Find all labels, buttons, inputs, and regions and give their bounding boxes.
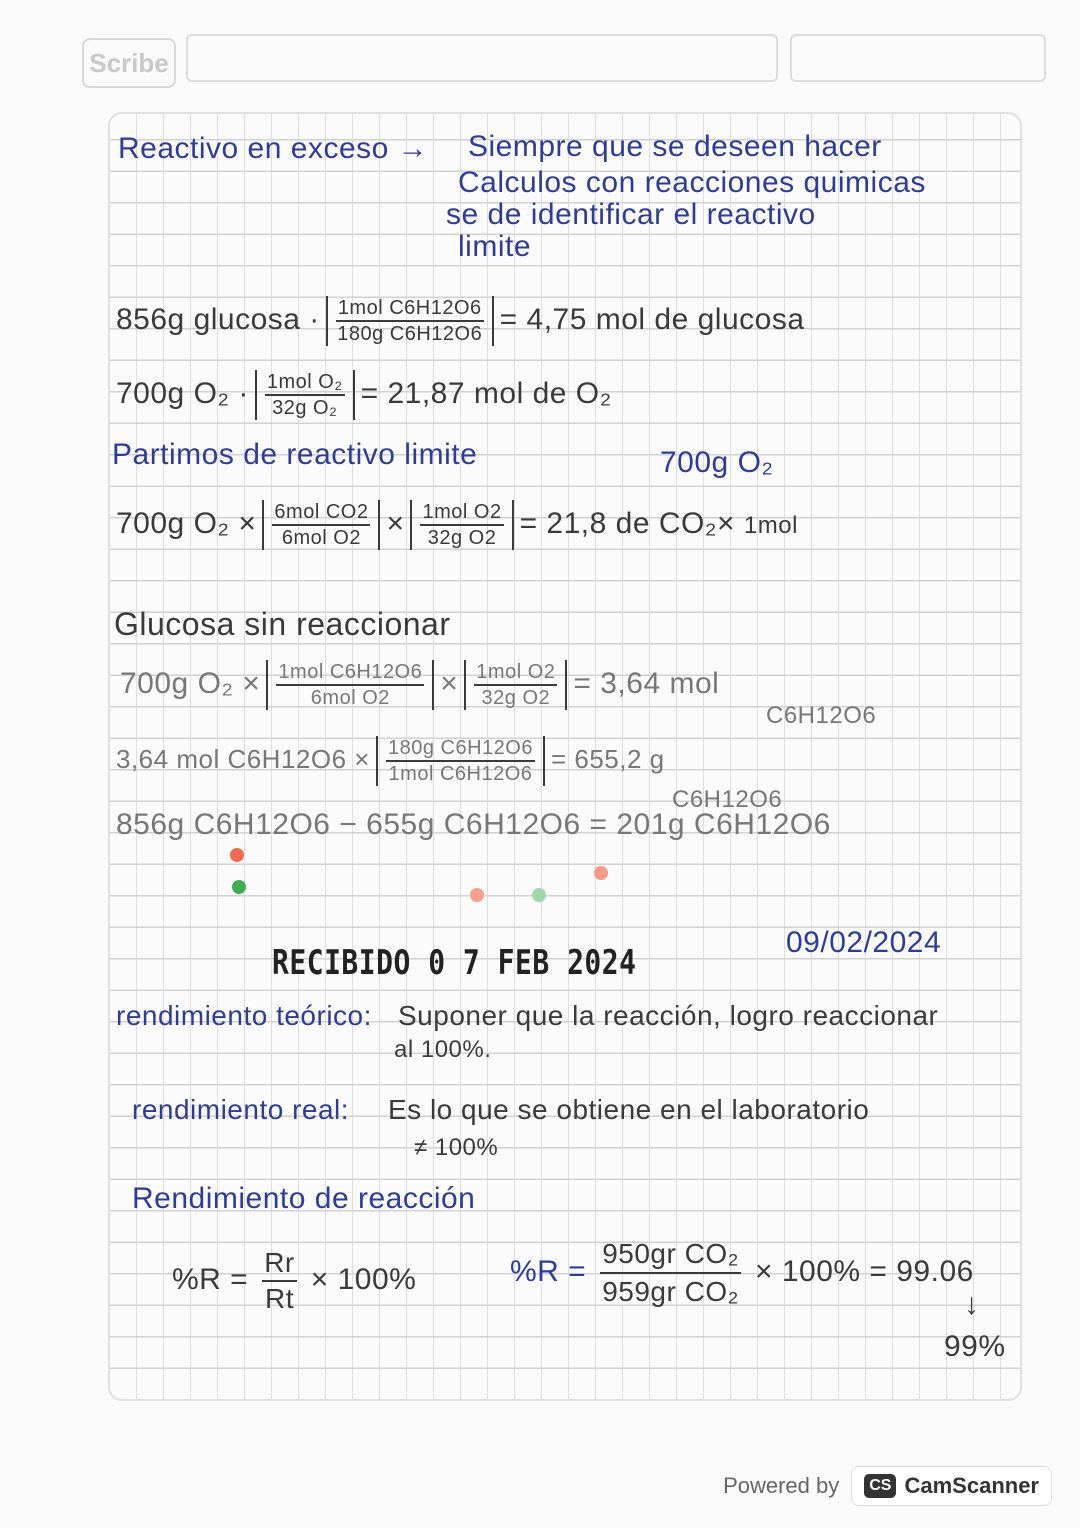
calc-result-unit: C6H12O6 bbox=[766, 702, 877, 729]
numerator: 180g C6H12O6 bbox=[386, 736, 535, 762]
camscanner-badge bbox=[851, 1466, 1052, 1506]
camscanner-icon: CS bbox=[864, 1474, 896, 1498]
numerator: 1mol C6H12O6 bbox=[276, 660, 424, 686]
text-line: al 100%. bbox=[394, 1036, 492, 1063]
text-line: Es lo que se obtiene en el laboratorio bbox=[388, 1094, 870, 1125]
side-note: 1mol bbox=[743, 511, 798, 539]
received-stamp: RECIBIDO 0 7 FEB 2024 bbox=[272, 942, 637, 983]
color-dot bbox=[232, 880, 246, 894]
formula-calculo bbox=[510, 1236, 974, 1310]
color-dot bbox=[470, 888, 484, 902]
numerator: 1mol C6H12O6 bbox=[336, 296, 484, 322]
denominator: 6mol O2 bbox=[310, 687, 390, 709]
scan-header bbox=[78, 30, 1046, 100]
formula-text: %R = bbox=[510, 1254, 587, 1288]
formula-result: × 100% = 99.06 bbox=[754, 1254, 974, 1288]
calc-co2: 700g O₂ × $\frac{\text{6mol CO2}}{\text{6mol O2}}$ × $\frac{\text{1mol O2}}{\text{32g O2}}$ = 21,8 de CO₂× 1mol bbox=[116, 501, 798, 549]
color-dot bbox=[532, 888, 546, 902]
calc-oxigeno bbox=[116, 370, 612, 420]
fraction bbox=[266, 660, 434, 710]
calc-result: = 4,75 mol de glucosa bbox=[499, 302, 805, 336]
calc-text: 3,64 mol C6H12O6 × bbox=[116, 743, 370, 774]
numerator: 950gr CO₂ bbox=[600, 1236, 741, 1274]
calc-text: 700g O₂ · bbox=[116, 376, 249, 410]
numerator: Rr bbox=[262, 1246, 297, 1282]
denominator: 32g O2 bbox=[427, 527, 497, 549]
header-field bbox=[186, 34, 778, 82]
fraction bbox=[255, 370, 355, 420]
heading-rendimiento-reaccion: Rendimiento de reacción bbox=[132, 1182, 476, 1215]
calc-glucosa bbox=[116, 296, 805, 346]
header-field-2 bbox=[790, 34, 1046, 82]
denominator: 1mol C6H12O6 bbox=[388, 763, 533, 785]
fraction bbox=[326, 296, 494, 346]
numerator: 1mol O2 bbox=[420, 500, 503, 526]
calc-result: = 655,2 g bbox=[550, 743, 665, 774]
camscanner-brand: CamScanner bbox=[904, 1473, 1039, 1498]
calc-glucosa-mol: 700g O₂ × $\frac{\text{1mol C6H12O6}}{\text{6mol O2}}$ × $\frac{\text{1mol O2}}{\text{32g O2}}$ = 3,64 mol bbox=[120, 661, 720, 709]
denominator: Rt bbox=[264, 1283, 294, 1314]
calc-result: = 3,64 mol bbox=[573, 666, 720, 700]
label-rendimiento-real: rendimiento real: bbox=[132, 1094, 350, 1125]
text-line: Calculos con reacciones quimicas bbox=[458, 166, 926, 199]
side-note: 700g O₂ bbox=[660, 446, 774, 479]
numerator: 1mol O₂ bbox=[265, 370, 345, 396]
scribe-logo: Scribe bbox=[82, 38, 176, 88]
fraction bbox=[262, 500, 380, 550]
calc-text: 700g O₂ × bbox=[116, 506, 257, 540]
text-line: se de identificar el reactivo bbox=[446, 198, 816, 231]
formula-rendimiento bbox=[172, 1246, 416, 1316]
label-rendimiento-teorico: rendimiento teórico: bbox=[116, 1000, 372, 1031]
calc-result: = 21,87 mol de O₂ bbox=[360, 376, 612, 410]
date: 09/02/2024 bbox=[786, 926, 942, 959]
heading-reactivo-exceso: Reactivo en exceso → bbox=[118, 132, 429, 165]
heading-glucosa-sin-reaccionar: Glucosa sin reaccionar bbox=[114, 606, 451, 642]
denominator: 6mol O2 bbox=[281, 527, 361, 549]
final-result: 99% bbox=[944, 1330, 1006, 1363]
formula-text: %R = bbox=[172, 1262, 249, 1296]
denominator: 959gr CO₂ bbox=[602, 1276, 739, 1307]
denominator: 32g O2 bbox=[481, 687, 551, 709]
text-line: Suponer que la reacción, logro reaccionar bbox=[398, 1000, 939, 1031]
text-line: ≠ 100% bbox=[414, 1134, 499, 1161]
text-line: Siempre que se deseen hacer bbox=[468, 130, 882, 163]
color-dot bbox=[594, 866, 608, 880]
color-dot bbox=[230, 848, 244, 862]
fraction bbox=[254, 1246, 305, 1316]
calc-result: = 21,8 de CO₂× bbox=[519, 506, 736, 540]
fraction bbox=[410, 500, 513, 550]
calc-glucosa-g bbox=[116, 736, 665, 786]
fraction bbox=[592, 1236, 749, 1310]
fraction bbox=[464, 660, 567, 710]
calc-result-unit: C6H12O6 bbox=[672, 786, 783, 813]
powered-by: Powered by bbox=[723, 1473, 840, 1498]
calc-text: 856g glucosa · bbox=[116, 302, 320, 336]
camscanner-footer bbox=[723, 1466, 1052, 1506]
arrow-down-icon: ↓ bbox=[964, 1288, 980, 1321]
denominator: 180g C6H12O6 bbox=[337, 323, 483, 345]
numerator: 6mol CO2 bbox=[272, 500, 370, 526]
calc-text: 700g O₂ × bbox=[120, 666, 261, 700]
denominator: 32g O₂ bbox=[272, 397, 338, 419]
formula-text: × 100% bbox=[310, 1262, 417, 1296]
numerator: 1mol O2 bbox=[474, 660, 557, 686]
text-line: limite bbox=[458, 230, 532, 263]
heading-partimos: Partimos de reactivo limite bbox=[112, 438, 478, 471]
calc-glucosa-restante: 856g C6H12O6 − 655g C6H12O6 = 201g C6H12O6 bbox=[116, 808, 831, 841]
fraction bbox=[376, 736, 545, 786]
